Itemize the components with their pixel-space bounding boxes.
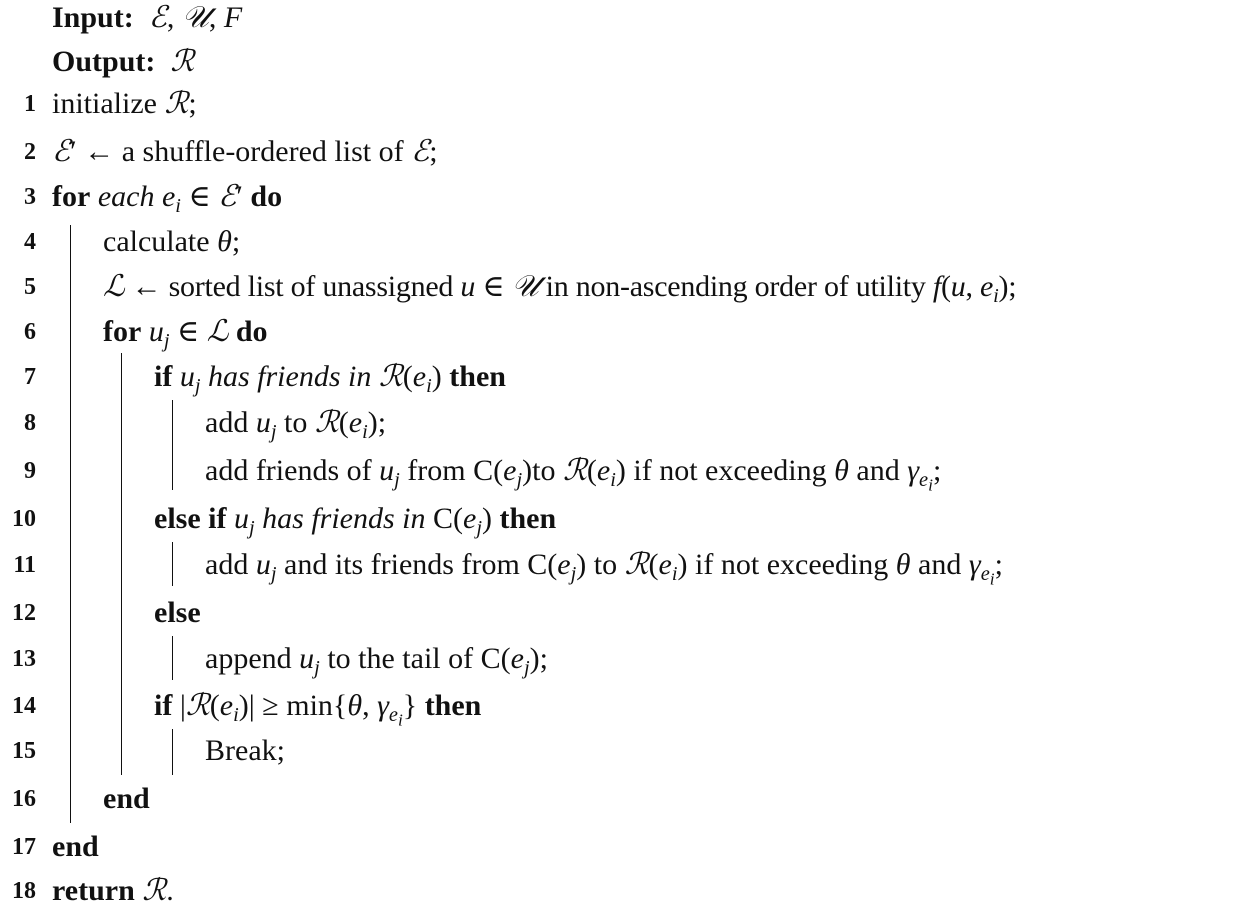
line-number: 13 bbox=[12, 646, 36, 672]
line-number: 7 bbox=[24, 364, 36, 390]
indent-bar-else-if bbox=[172, 542, 173, 586]
line-number: 14 bbox=[12, 693, 36, 719]
indent-bar-if-break bbox=[172, 729, 173, 775]
input-label: Input: bbox=[52, 1, 134, 34]
indent-bar-else bbox=[172, 636, 173, 680]
indent-bar-for-uj bbox=[121, 353, 122, 775]
line-number: 9 bbox=[24, 458, 36, 484]
line-number: 11 bbox=[13, 552, 36, 578]
indent-bar-for-each bbox=[70, 225, 71, 823]
line-number: 17 bbox=[12, 834, 36, 860]
line-number: 16 bbox=[12, 786, 36, 812]
line-number: 1 bbox=[24, 91, 36, 117]
line-number: 3 bbox=[24, 184, 36, 210]
line-number: 5 bbox=[24, 274, 36, 300]
line-number: 18 bbox=[12, 878, 36, 904]
line-number: 15 bbox=[12, 738, 36, 764]
algorithm-block: Input: ℰ, 𝒰, F Output: ℛ 1 initialize ℛ; 2 ℰ′ ← a shuffle-ordered list of ℰ; 3 for each $e_i$ ∈ ℰ′ do 4 calculate θ; 5 ℒ ← sorted list of unassigned u ∈ 𝒰 in non-ascending order of utility f(u, $e_i$); 6 for $u_j$ ∈ ℒ do 7 if $u_j$ has friends in $ℛ(e_i)$ then 8 add $u_j$ to $ℛ(e_i)$; 9 add friends of $u_j$ from $C(e_j)to$ $ℛ(e_i)$ if not exceeding θ and $\gamma_{e_i}$; 10 else if $u_j$ has friends in $C(e_j)$ then 11 add $u_j$ and its friends from $C(e_j)$ to $ℛ(e_i)$ if not exceeding θ and $\gamma_{e_i}$; 12 else 13 append $u_j$ to the tail of $C(e_j)$; 14 if $|ℛ(e_i)| \ge \min\{\theta$, $\gamma_{e_i}$} then 15 Break; 16 end 17 end 18 return ℛ. bbox=[0, 0, 1252, 916]
output-label: Output: bbox=[52, 45, 156, 78]
line-number: 8 bbox=[24, 410, 36, 436]
line-number: 10 bbox=[12, 506, 36, 532]
indent-bar-if-then bbox=[172, 400, 173, 490]
line-number: 6 bbox=[24, 319, 36, 345]
line-number: 4 bbox=[24, 229, 36, 255]
line-number: 2 bbox=[24, 139, 36, 165]
line-number: 12 bbox=[12, 600, 36, 626]
